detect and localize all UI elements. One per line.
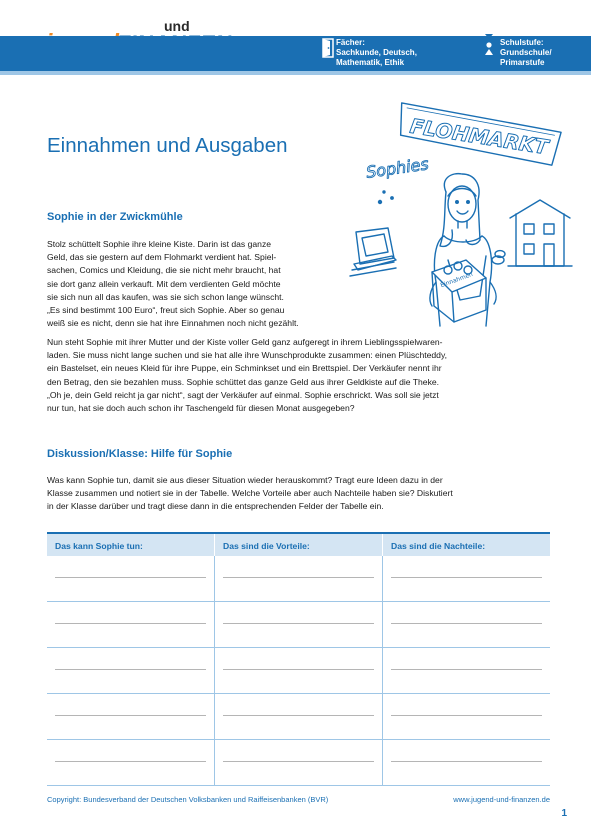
table-cell-advantage[interactable] xyxy=(214,648,382,693)
logo-und-text: und xyxy=(164,18,190,34)
table-row xyxy=(47,556,550,602)
story-line: Stolz schüttelt Sophie ihre kleine Kiste. Darin ist das ganze xyxy=(47,239,272,249)
school-level-line-1: Grundschule/ xyxy=(500,48,552,57)
door-icon xyxy=(322,38,334,58)
table-header-row xyxy=(47,532,550,556)
task-line: Klasse zusammen und notiert sie in der Tabelle. Welche Vorteile aber auch Nachteile haben sie? Diskutiert xyxy=(47,488,453,499)
table-cell-option[interactable] xyxy=(47,648,214,693)
footer-copyright: Copyright: Bundesverband der Deutschen Volksbanken und Raiffeisenbanken (BVR) xyxy=(47,795,329,804)
header-band-strip xyxy=(0,71,591,75)
worksheet-table xyxy=(47,532,550,786)
page-title: Einnahmen und Ausgaben xyxy=(47,134,288,157)
column-header-advantages: Das sind die Vorteile: xyxy=(214,534,382,556)
story-line: Nun steht Sophie mit ihrer Mutter und der Kiste voller Geld ganz aufgeregt in ihrem Lieblingsspielwaren- xyxy=(47,337,443,347)
story-line: sie sich nun all das kaufen, was sie sich schon lange wünscht. xyxy=(47,291,284,302)
story-line: ein Bastelset, ein neues Kleid für ihre Puppe, ein Schminkset und ein Brettspiel. Der Verkäufer nennt ihr xyxy=(47,363,442,374)
money-box-label: Einnahmen xyxy=(439,271,474,290)
table-row xyxy=(47,602,550,648)
story-line: nur tun, hat sie doch auch schon ihr Taschengeld für diesen Monat ausgegeben? xyxy=(47,403,355,414)
section-heading-diskussion: Diskussion/Klasse: Hilfe für Sophie xyxy=(47,448,233,460)
table-cell-option[interactable] xyxy=(47,694,214,739)
story-line: laden. Sie muss nicht lange suchen und sie hat alle ihre Wunschprodukte zusammen: einen Plüschteddy, xyxy=(47,350,448,361)
story-line: den Betrag, den sie bezahlen muss. Sophie schüttet das ganze Geld aus ihrer Geldkiste auf die Theke. xyxy=(47,376,440,387)
story-paragraph-shop xyxy=(47,336,557,415)
task-line: in der Klasse darüber und tragt diese dann in die entsprechenden Felder der Tabelle ein. xyxy=(47,501,384,512)
house-drawing xyxy=(508,200,572,266)
story-paragraph-intro xyxy=(47,238,347,330)
subjects-block xyxy=(336,38,417,68)
table-cell-disadvantage[interactable] xyxy=(382,556,550,601)
footer-website-link[interactable]: www.jugend-und-finanzen.de xyxy=(453,795,550,804)
task-line: Was kann Sophie tun, damit sie aus dieser Situation wieder herauskommt? Tragt eure Ideen dazu in der xyxy=(47,475,443,485)
table-row xyxy=(47,694,550,740)
school-level-block xyxy=(500,38,552,68)
story-line: sie dort ganz allein verkauft. Mit dem verdienten Geld möchte xyxy=(47,278,281,289)
table-cell-advantage[interactable] xyxy=(214,694,382,739)
table-row xyxy=(47,740,550,786)
sophie-flea-market-illustration xyxy=(340,100,580,340)
section-heading-zwickmuehle: Sophie in der Zwickmühle xyxy=(47,211,183,223)
table-cell-disadvantage[interactable] xyxy=(382,740,550,785)
table-cell-disadvantage[interactable] xyxy=(382,602,550,647)
column-header-disadvantages: Das sind die Nachteile: xyxy=(382,534,550,556)
money-box xyxy=(432,260,486,322)
table-cell-advantage[interactable] xyxy=(214,556,382,601)
table-cell-disadvantage[interactable] xyxy=(382,648,550,693)
table-cell-disadvantage[interactable] xyxy=(382,694,550,739)
sophies-lettering: Sophies xyxy=(364,154,430,182)
table-cell-advantage[interactable] xyxy=(214,740,382,785)
task-paragraph xyxy=(47,474,557,514)
subjects-line-2: Mathematik, Ethik xyxy=(336,58,405,67)
subjects-line-1: Sachkunde, Deutsch, xyxy=(336,48,417,57)
table-cell-option[interactable] xyxy=(47,740,214,785)
column-header-options: Das kann Sophie tun: xyxy=(55,541,143,551)
school-level-line-2: Primarstufe xyxy=(500,58,545,67)
table-row xyxy=(47,648,550,694)
story-line: Geld, das sie gestern auf dem Flohmarkt verdient hat. Spiel- xyxy=(47,252,277,263)
table-cell-advantage[interactable] xyxy=(214,602,382,647)
story-line: weiß sie es nicht, denn sie hat ihre Einnahmen noch nicht gezählt. xyxy=(47,318,299,329)
page-number: 1 xyxy=(561,808,567,819)
subjects-label: Fächer: xyxy=(336,38,365,47)
comics-stack xyxy=(350,228,396,276)
flohmarkt-sign-text: FLOHMARKT xyxy=(408,113,550,160)
table-cell-option[interactable] xyxy=(47,602,214,647)
story-line: „Oh je, dein Geld reicht ja gar nicht“, sagt der Verkäufer auf einmal. Sophie erschrickt. Was soll sie jetzt xyxy=(47,389,439,400)
school-level-label: Schulstufe: xyxy=(500,38,544,47)
story-line: sachen, Comics und Kleidung, die sie nicht mehr braucht, hat xyxy=(47,265,281,276)
table-cell-option[interactable] xyxy=(47,556,214,601)
story-line: „Es sind bestimmt 100 Euro“, freut sich Sophie. Aber so genau xyxy=(47,305,285,316)
school-level-icon xyxy=(484,33,494,59)
